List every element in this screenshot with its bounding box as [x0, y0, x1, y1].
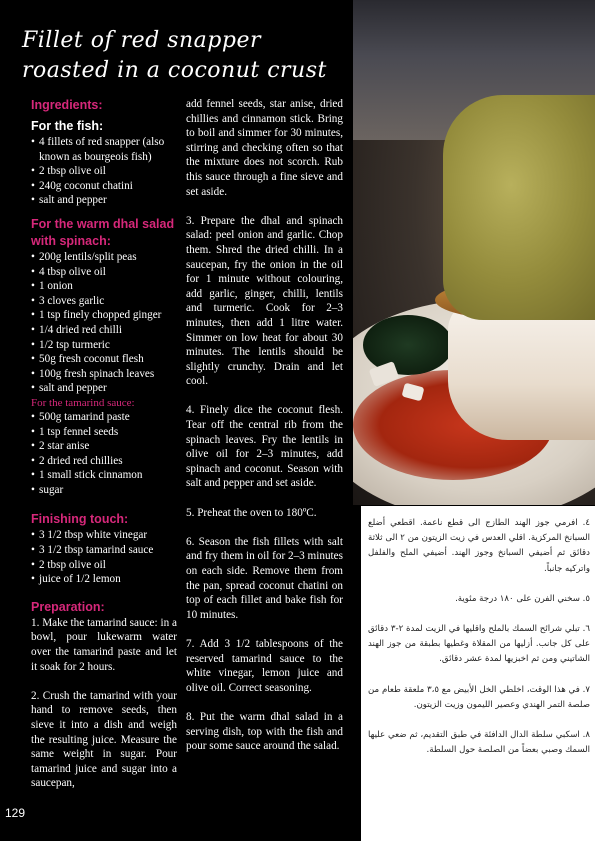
arabic-step-7: ٧. في هذا الوقت، اخلطي الخل الأبيض مع ٣،٥ ملعقة طعام من صلصة التمر الهندي وعصير الليمون وزيت الزيتون.: [368, 684, 590, 710]
ingredients-heading: Ingredients:: [31, 98, 103, 112]
list-item: • salt and pepper: [31, 381, 177, 396]
list-item: • 2 star anise: [31, 439, 177, 454]
list-item: • 2 tbsp olive oil: [31, 558, 177, 573]
arabic-step-8: ٨. اسكبي سلطة الدال الدافئة في طبق التقديم، ثم ضعي عليها السمك وصبي بعضاً من الصلصة حول السلطة.: [368, 730, 590, 756]
prep-step-6: 6. Season the fish fillets with salt and fry them in oil for 2–3 minutes on each side. Remove them from the pan, spread coconut chatini on top of each fillet and bake fish for 10 minutes.: [186, 535, 343, 621]
fish-heading: For the fish:: [31, 119, 104, 133]
prep-step-1: 1. Make the tamarind sauce: in a bowl, pour lukewarm water over the tamarind paste and let it soak for 2 hours.: [31, 616, 177, 673]
list-item: • 200g lentils/split peas: [31, 250, 177, 265]
finishing-heading: Finishing touch:: [31, 512, 129, 527]
list-item: • 1 small stick cinnamon: [31, 468, 177, 483]
prep-step-8: 8. Put the warm dhal salad in a serving dish, top with the fish and pour some sauce around the salad.: [186, 710, 343, 753]
prep-step-5: 5. Preheat the oven to 180ºC.: [186, 506, 317, 519]
list-item: • 3 1/2 tbsp white vinegar: [31, 528, 177, 543]
arabic-step-5: ٥. سخني الفرن على ١٨٠ درجة مئوية.: [455, 593, 590, 604]
list-item: • 1/4 dried red chilli: [31, 323, 177, 338]
prep-step-3: 3. Prepare the dhal and spinach salad: peel onion and garlic. Chop them. Shred the dried chilli. In a saucepan, fry the onion in the oil for 1 minute without colouring, add garlic, ginger, chilli, lentils and turmeric. Cook for 2–3 minutes, then add 1 litre water. Simmer on low heat for about 30 minutes. The lentils should be slightly crunchy. Drain and let cool.: [186, 214, 343, 388]
dhal-heading-line-1: For the warm dhal salad: [31, 216, 175, 231]
list-item: • 1 onion: [31, 279, 177, 294]
finishing-ingredient-list: [31, 528, 177, 586]
arabic-step-4: ٤. افرمي جوز الهند الطازج الى قطع ناعمة. اقطعي أضلع السبانخ المركزية. اقلي العدس في زيت الزيتون من ٢ الى ثلاثة دقائق ثم أضيفي السبانخ وجوز الهند. أضيفي الملح والفلفل واتركيه جانباً.: [368, 518, 590, 574]
list-item: • salt and pepper: [31, 193, 177, 208]
list-item: • 500g tamarind paste: [31, 410, 177, 425]
list-item: • 1 tsp fennel seeds: [31, 425, 177, 440]
list-item: • 50g fresh coconut flesh: [31, 352, 177, 367]
dish-photo: [353, 0, 595, 505]
arabic-step-6: ٦. تبلي شرائح السمك بالملح واقليها في الزيت لمدة ٢-٣ دقائق على كل جانب. أزليها من المقلاة وغطيها بطبقة من جوز الهند الشاتيني ومن ثم اخبزيها لمدة عشر دقائق.: [368, 624, 590, 665]
list-item: • 100g fresh spinach leaves: [31, 367, 177, 382]
photo-fish-fillet: [448, 300, 595, 440]
arabic-instructions: [368, 516, 590, 773]
prep-step-2: 2. Crush the tamarind with your hand to remove seeds, then sieve it into a dish and weigh the resulting juice. Measure the same weight in sugar. Pour tamarind juice and sugar into a saucepan,: [31, 689, 177, 790]
list-item: • sugar: [31, 483, 177, 498]
column-left: [31, 97, 177, 806]
page-number: 129: [5, 806, 26, 820]
fish-ingredient-list: [31, 135, 177, 208]
list-item: • 4 tbsp olive oil: [31, 265, 177, 280]
recipe-title: [22, 26, 362, 86]
prep-step-4: 4. Finely dice the coconut flesh. Tear off the central rib from the spinach leaves. Fry the lentils in olive oil for 2–3 minutes, add spinach and coconut. Season with salt and pepper and set aside.: [186, 404, 343, 490]
tamarind-ingredient-list: [31, 410, 177, 498]
dhal-heading-line-2: with spinach:: [31, 233, 111, 248]
list-item: • 3 1/2 tbsp tamarind sauce: [31, 543, 177, 558]
prep-step-7: 7. Add 3 1/2 tablespoons of the reserved tamarind sauce to the white vinegar, lemon juice and olive oil. Correct seasoning.: [186, 637, 343, 694]
list-item: • 1 tsp finely chopped ginger: [31, 308, 177, 323]
prep-step-2-continued: add fennel seeds, star anise, dried chillies and cinnamon stick. Bring to boil and simmer for 30 minutes, stirring and checking often so that the mixture does not scorch. Rub this sauce through a fine sieve and set aside.: [186, 98, 343, 198]
title-line-2: roasted in a coconut crust: [22, 58, 327, 83]
dhal-ingredient-list: [31, 250, 177, 396]
photo-coconut-crust: [443, 95, 595, 320]
list-item: • 1/2 tsp turmeric: [31, 338, 177, 353]
list-item: • 2 dried red chillies: [31, 454, 177, 469]
list-item: • 4 fillets of red snapper (also known as bourgeois fish): [31, 135, 177, 164]
list-item: • juice of 1/2 lemon: [31, 572, 177, 587]
preparation-heading: Preparation:: [31, 599, 105, 614]
tamarind-heading: For the tamarind sauce:: [31, 396, 135, 409]
title-line-1: Fillet of red snapper: [22, 28, 261, 53]
list-item: • 2 tbsp olive oil: [31, 164, 177, 179]
column-middle: [186, 97, 343, 768]
list-item: • 240g coconut chatini: [31, 179, 177, 194]
list-item: • 3 cloves garlic: [31, 294, 177, 309]
